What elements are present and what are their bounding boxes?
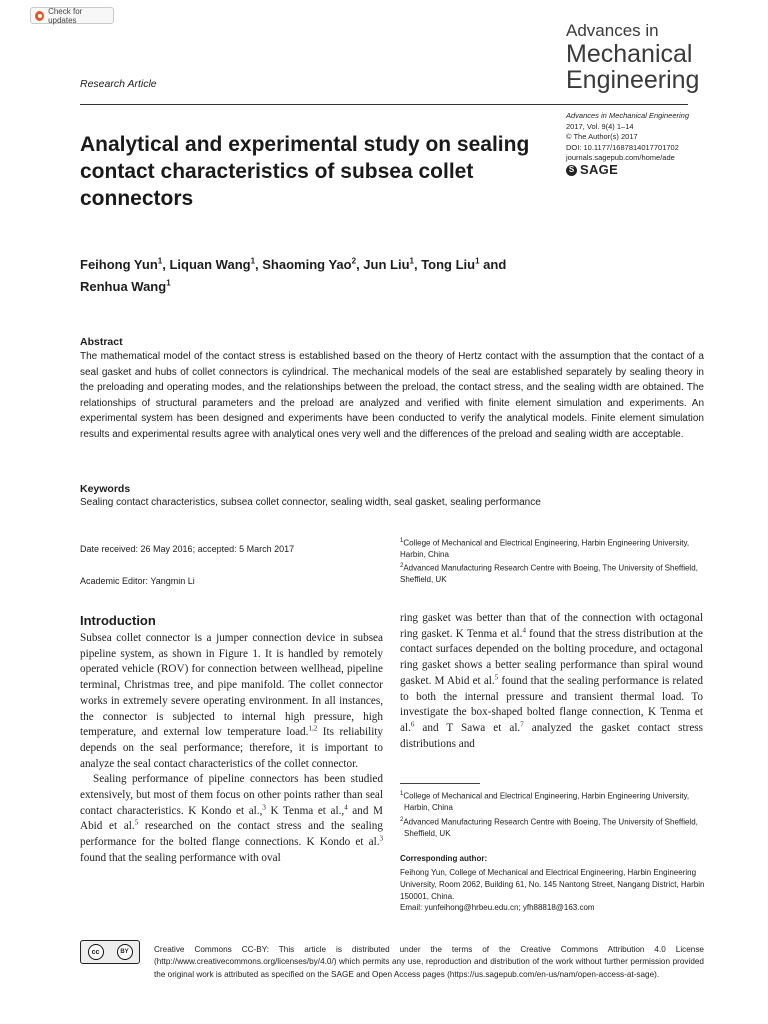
corresponding-author-heading: Corresponding author: (400, 854, 488, 863)
affiliations-top (400, 536, 700, 585)
journal-volume: 2017, Vol. 9(4) 1–14 (566, 121, 634, 131)
footnotes (400, 789, 705, 841)
footnote-item: $^2$Advanced Manufacturing Research Centre with Boeing, The University of Sheffield, Sheffield, UK (400, 816, 698, 839)
paragraph: Subsea collet connector is a jumper connection device in subsea pipeline system, as shown in Figure 1. It is handled by remotely operated vehicle (ROV) for connection between wellhead, pipeline terminal, Christmas tree, and pipe manifold. The collet connector works in extremely severe operating environment. In all instances, the connector is subjected to internal high pressure, high temperature, and external low temperature load.$^{1,2}$ Its reliability depends on the seal performance; therefore, it is important to analyze the seal contact characteristics of the collet connector. (80, 632, 384, 770)
body-column-right (400, 611, 703, 752)
author-4: Tong Liu$^1$ and (421, 257, 507, 273)
affiliation-item: $^2$Advanced Manufacturing Research Centre with Boeing, The University of Sheffield, Sheffield, UK (400, 562, 698, 584)
body-column-left (80, 631, 383, 867)
journal-name: Advances in Mechanical Engineering (566, 111, 689, 120)
article-title: Analytical and experimental study on sealing contact characteristics of subsea collet connectors (80, 133, 530, 210)
journal-brand-line3: Engineering (566, 66, 700, 95)
affiliation-item: $^1$College of Mechanical and Electrical Engineering, Harbin Engineering University, Harbin, China (400, 538, 690, 560)
abstract-heading: Abstract (80, 336, 123, 348)
journal-doi[interactable]: DOI: 10.1177/1687814017701702 (566, 142, 679, 152)
abstract-text: The mathematical model of the contact stress is established based on the theory of Hertz contact with the assumption that the contact of a seal gasket and hubs of collet connectors is cylindrical. The mechanical models of the seal are established separately by sealing theory in the preloading and operating modes, and the relationships between the preload, the contact stress, and the sealing width are obtained. The relationships of structural parameters and the preload are analyzed and verified with finite element simulation and experiments. An experimental system has been designed and experiments have been conducted to verify the analytical models. Finite element simulation results and experimental results agree with analytical ones very well and the differences of the preload and sealing width are acceptable. (80, 351, 704, 440)
academic-editor: Academic Editor: Yangmin Li (80, 576, 195, 586)
author-list (80, 253, 640, 296)
update-icon (35, 11, 44, 21)
paragraph: ring gasket was better than that of the connection with octagonal ring gasket. K Tenma et al.$^4$ found that the stress distribution at the contact surfaces depended on the bolting procedure, and octagonal ring gasket shows a better sealing performance than spiral wound gasket. M Abid et al.$^5$ found that the sealing performance is related to both the internal pressure and transient thermal load. To investigate the box-shaped bolted flange connection, K Tenma et al.$^6$ and T Sawa et al.$^7$ analyzed the gasket contact stress distributions and (400, 612, 703, 750)
author-0: Feihong Yun$^1$, (80, 257, 170, 273)
publisher-name: SAGE (580, 161, 619, 177)
sage-icon: S (566, 165, 577, 176)
journal-copyright: © The Author(s) 2017 (566, 132, 638, 141)
header-divider (80, 104, 688, 105)
article-type: Research Article (80, 78, 157, 90)
author-5: Renhua Wang$^1$ (80, 278, 171, 294)
cc-icon: cc (88, 944, 104, 960)
corresponding-author-email[interactable]: Email: yunfeihong@hrbeu.edu.cn; yfh88818@163.com (400, 903, 595, 913)
author-1: Liquan Wang$^1$, (169, 257, 263, 273)
keywords-heading: Keywords (80, 483, 131, 495)
journal-brand (566, 22, 699, 94)
footnote-item: $^1$College of Mechanical and Electrical Engineering, Harbin Engineering University, Harbin, China (400, 791, 690, 813)
introduction-heading: Introduction (80, 613, 156, 628)
check-for-updates-button[interactable] (30, 7, 114, 24)
journal-brand-line1: Advances in (566, 21, 659, 40)
paragraph: Sealing performance of pipeline connectors has been studied extensively, but most of them focus on other points rather than seal contact characteristics. K Kondo et al.,$^3$ K Tenma et al.,$^4$ and M Abid et al.$^5$ researched on the contact stress and the sealing performance for the bolted flange connections. K Kondo et al.$^3$ found that the sealing performance with oval (80, 773, 383, 864)
keywords-text: Sealing contact characteristics, subsea collet connector, sealing width, seal gasket, sealing performance (80, 497, 541, 508)
check-for-updates-label: Check for updates (48, 6, 83, 25)
license-text: Creative Commons CC-BY: This article is distributed under the terms of the Creative Commons Attribution 4.0 License (http://www.creativecommons.org/licenses/by/4.0/) which permits any use, reproduction and distribution of the work without further permission provided the original work is attributed as specified on the SAGE and Open Access pages (https://us.sagepub.com/en-us/nam/open-access-at-sage). (154, 945, 704, 979)
corresponding-author-address: Feihong Yun, College of Mechanical and Electrical Engineering, Harbin Engineering University, Room 2062, Building 61, No. 145 Nantong Street, Nangang District, Harbin 150001, China. (400, 868, 705, 901)
journal-brand-line2: Mechanical (566, 40, 693, 68)
dates: Date received: 26 May 2016; accepted: 5 March 2017 (80, 544, 295, 554)
corresponding-author (400, 867, 705, 914)
footnote-divider (400, 783, 480, 784)
publisher-logo (566, 161, 746, 177)
journal-meta (566, 111, 746, 176)
author-2: Shaoming Yao$^2$, (262, 257, 364, 273)
journal-url[interactable]: journals.sagepub.com/home/ade (566, 153, 675, 162)
by-icon: BY (117, 944, 133, 960)
author-3: Jun Liu$^1$, (363, 257, 422, 273)
